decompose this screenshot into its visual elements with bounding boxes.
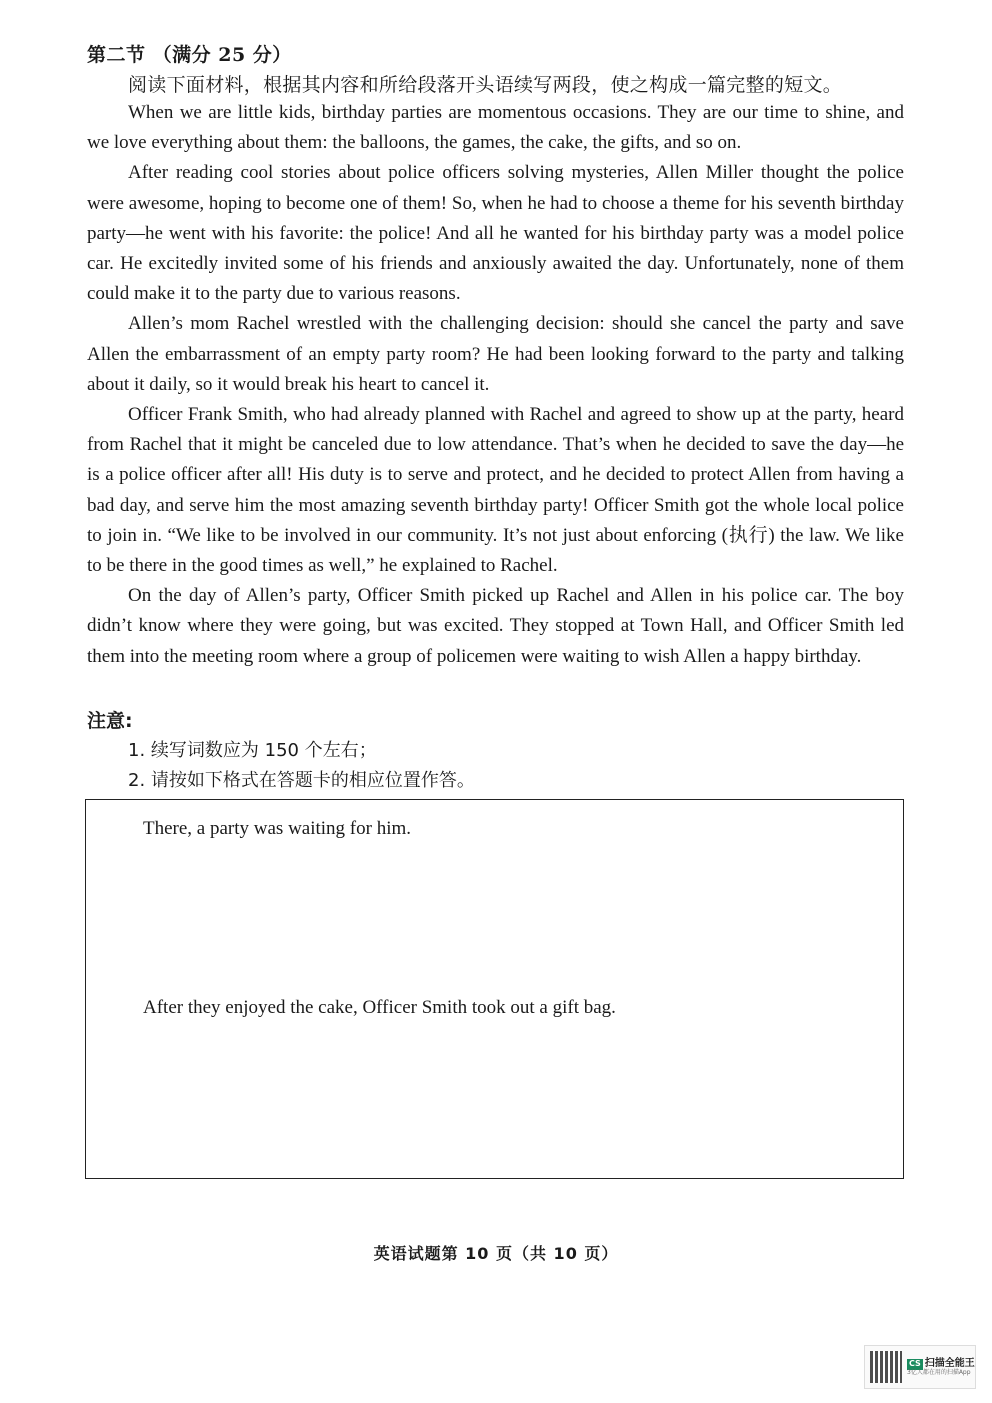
notes-title: 注意:: [87, 710, 133, 732]
page-footer: 英语试题第 10 页（共 10 页）: [373, 1244, 619, 1263]
scanner-logo: CS: [909, 1358, 921, 1368]
scanner-name-label: 扫描全能王: [924, 1357, 975, 1369]
note-item-1: 1. 续写词数应为 150 个左右；: [128, 740, 377, 761]
paragraph-2-opening: After they enjoyed the cake, Officer Smith took out a gift bag.: [143, 997, 616, 1018]
answer-box: [85, 799, 904, 1179]
note-item-2: 2. 请按如下格式在答题卡的相应位置作答。: [128, 770, 475, 791]
passage-paragraph: When we are little kids, birthday parties are momentous occasions. They are our time to shine, and we love everything about them: the balloons, the games, the cake, the gifts, and so on.: [87, 102, 904, 154]
paragraph-1-opening: There, a party was waiting for him.: [143, 818, 412, 839]
instruction-text: 阅读下面材料，根据其内容和所给段落开头语续写两段，使之构成一篇完整的短文。: [128, 74, 843, 96]
scanner-name: [907, 1358, 975, 1370]
qr-code-icon: [870, 1351, 902, 1383]
passage-paragraph: After reading cool stories about police officers solving mysteries, Allen Miller thought the police were awesome, hoping to become one of them! So, when he had to choose a theme for his seventh birthday party—he went with his favorite: the police! And all he wanted for his birthday party was a model police car. He excitedly invited some of his friends and anxiously awaited the day. Unfortunately, none of them could make it to the party due to various reasons.: [87, 162, 904, 305]
passage-paragraph: On the day of Allen’s party, Officer Smith picked up Rachel and Allen in his police car. The boy didn’t know where they were going, but was excited. They stopped at Town Hall, and Officer Smith led them into the meeting room where a group of policemen were waiting to wish Allen a happy birthday.: [87, 585, 904, 667]
passage-paragraph: Allen’s mom Rachel wrestled with the challenging decision: should she cancel the party and save Allen the embarrassment of an empty party room? He had been looking forward to the party and talking about it daily, so it would break his heart to cancel it.: [87, 313, 904, 395]
section-title: 第二节 （满分 25 分）: [87, 44, 292, 66]
passage-paragraph: Officer Frank Smith, who had already planned with Rachel and agreed to show up at the party, heard from Rachel that it might be canceled due to low attendance. That’s when he decided to save the day—he is a police officer after all! His duty is to serve and protect, and he decided to protect Allen from having a bad day, and serve him the most amazing seventh birthday party! Officer Smith got the whole local police to join in. “We like to be involved in our community. It’s not just about enforcing (执行) the law. We like to be there in the good times as well,” he explained to Rachel.: [87, 404, 904, 577]
reading-passage: [87, 98, 904, 672]
scanner-badge-text: [907, 1358, 975, 1376]
scanner-tagline: 3亿人都在用的扫描App: [907, 1368, 971, 1376]
scanner-badge: [864, 1345, 976, 1389]
